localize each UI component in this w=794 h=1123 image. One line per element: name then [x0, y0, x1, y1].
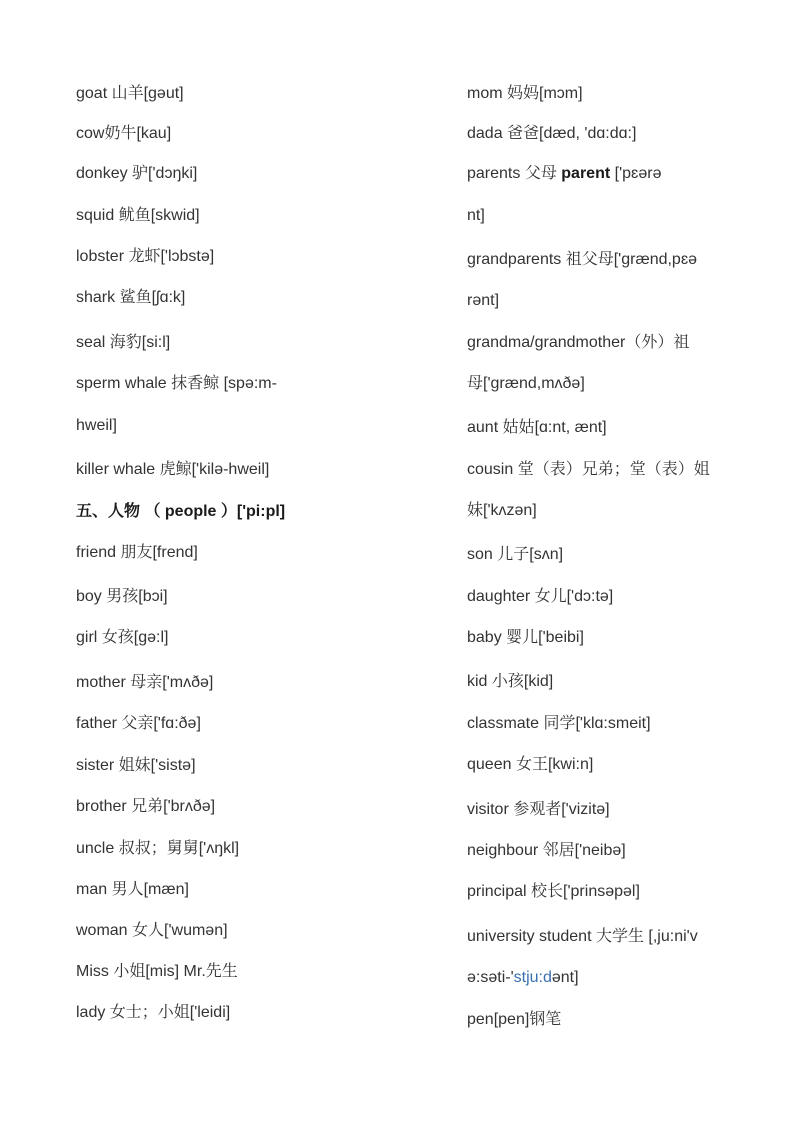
vocab-line: cow奶牛[kau]: [76, 125, 172, 142]
vocab-line: dada 爸爸[dæd, 'dɑ:dɑ:]: [467, 125, 637, 142]
vocab-line: lady 女士；小姐['leidi]: [76, 1004, 231, 1021]
vocab-line: uncle 叔叔；舅舅['ʌŋkl]: [76, 840, 240, 857]
vocab-line: man 男人[mæn]: [76, 881, 189, 898]
vocab-line: grandma/grandmother（外）祖: [467, 334, 690, 351]
vocab-line: principal 校长['prinsəpəl]: [467, 883, 640, 900]
vocab-line: sister 姐妹['sistə]: [76, 757, 196, 774]
vocab-line: father 父亲['fɑ:ðə]: [76, 715, 201, 732]
vocab-line: classmate 同学['klɑ:smeit]: [467, 715, 651, 732]
vocab-line: woman 女人['wumən]: [76, 922, 228, 939]
vocab-line: baby 婴儿['beibi]: [467, 629, 584, 646]
vocab-line: pen[pen]钢笔: [467, 1011, 562, 1028]
vocab-word: parents 父母: [467, 165, 562, 182]
vocab-phonetic: ənt]: [551, 969, 579, 986]
vocab-line-continuation: rənt]: [467, 292, 500, 309]
vocab-line: visitor 参观者['vizitə]: [467, 801, 610, 818]
section-heading: 五、人物 （ people ）['pi:pl]: [76, 503, 286, 520]
vocab-phonetic: ['pɛərə: [610, 165, 662, 182]
vocab-line: brother 兄弟['brʌðə]: [76, 798, 216, 815]
vocab-line: mom 妈妈[mɔm]: [467, 85, 583, 102]
vocab-line: kid 小孩[kid]: [467, 673, 554, 690]
vocab-line: lobster 龙虾['lɔbstə]: [76, 248, 215, 265]
vocab-phonetic: ə:səti-': [467, 969, 514, 986]
vocab-line: squid 鱿鱼[skwid]: [76, 207, 200, 224]
vocab-line: friend 朋友[frend]: [76, 544, 198, 561]
vocab-line: neighbour 邻居['neibə]: [467, 842, 626, 859]
vocab-line: boy 男孩[bɔi]: [76, 588, 168, 605]
vocab-line: university student 大学生 [,ju:ni'v: [467, 928, 698, 945]
vocab-line: son 儿子[sʌn]: [467, 546, 564, 563]
vocab-line: killer whale 虎鲸['kilə-hweil]: [76, 461, 270, 478]
vocab-line: aunt 姑姑[ɑ:nt, ænt]: [467, 419, 607, 436]
vocab-line: shark 鲨鱼[ʃɑ:k]: [76, 289, 186, 306]
vocab-line: cousin 堂（表）兄弟；堂（表）姐: [467, 461, 710, 478]
vocab-line: daughter 女儿['dɔ:tə]: [467, 588, 614, 605]
vocab-line: girl 女孩[gə:l]: [76, 629, 169, 646]
vocab-line: seal 海豹[si:l]: [76, 334, 171, 351]
vocab-line: grandparents 祖父母['grænd,pɛə: [467, 251, 698, 268]
vocab-phonetic-highlight: stju:d: [513, 969, 552, 986]
vocab-word-bold: parent: [561, 165, 611, 182]
vocab-line-continuation: hweil]: [76, 417, 117, 434]
vocab-line: mother 母亲['mʌðə]: [76, 674, 214, 691]
vocab-line: queen 女王[kwi:n]: [467, 756, 594, 773]
vocab-line-continuation: 母['grænd,mʌðə]: [467, 375, 585, 392]
vocab-line-continuation: 妹['kʌzən]: [467, 502, 537, 519]
vocab-line: donkey 驴['dɔŋki]: [76, 165, 198, 182]
vocab-line-continuation: nt]: [467, 207, 485, 224]
vocab-line: Miss 小姐[mis] Mr.先生: [76, 963, 238, 980]
vocab-line: goat 山羊[gəut]: [76, 85, 184, 102]
vocab-line: sperm whale 抹香鲸 [spə:m-: [76, 375, 277, 392]
